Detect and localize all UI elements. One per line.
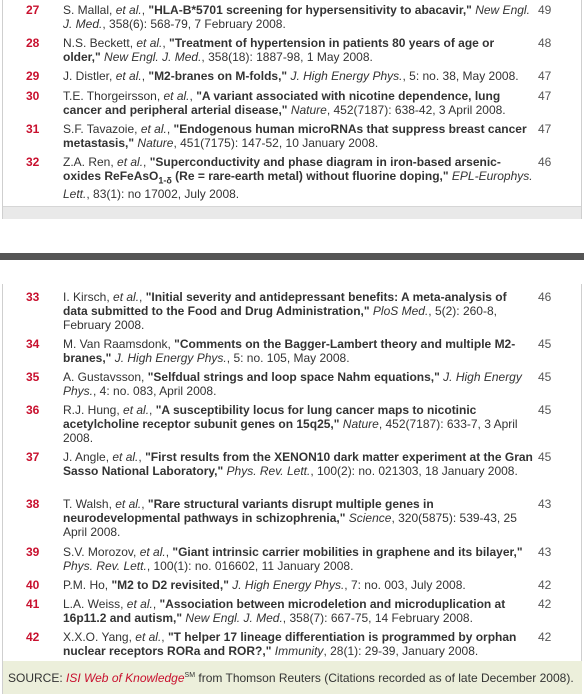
authors: I. Kirsch,	[63, 290, 114, 304]
et-al: et al.	[135, 630, 162, 644]
rank-number: 42	[26, 630, 40, 644]
citation-count: 48	[538, 36, 552, 50]
publication-details: , 4: no. 083, April 2008.	[93, 384, 217, 398]
authors: J. Distler,	[63, 69, 116, 83]
citation-text: I. Kirsch, et al., "Initial severity and antidepressant benefits: A meta-analysis of data submitted to the Food and Drug Administration," PloS Med., 5(2): 260-8, February 2008.	[63, 290, 507, 332]
citation-text: T.E. Thorgeirsson, et al., "A variant associated with nicotine dependence, lung cancer and peripheral arterial disease," Nature, 452(7187): 638-42, 3 April 2008.	[63, 89, 506, 117]
rank-number: 29	[26, 69, 40, 83]
citation-count: 45	[538, 337, 552, 351]
citation-text: S.F. Tavazoie, et al., "Endogenous human microRNAs that suppress breast cancer metastasis," Nature, 451(7175): 147-52, 10 January 2008.	[63, 122, 527, 150]
paper-title: "Selfdual strings and loop space Nahm equations,"	[147, 370, 440, 384]
journal-name: New Engl. J. Med.	[185, 611, 283, 625]
et-al: et al.	[139, 545, 166, 559]
journal-name: J. High Energy Phys.	[63, 370, 522, 398]
rank-number: 31	[26, 122, 40, 136]
citation-text	[63, 337, 533, 365]
publication-details: , 100(1): no. 016602, 11 January 2008.	[146, 559, 354, 573]
journal-name: J. High Energy Phys.	[232, 578, 345, 592]
et-al: et al.	[126, 597, 153, 611]
paper-title: "M2-branes on M-folds,"	[148, 69, 288, 83]
authors: S.V. Morozov,	[63, 545, 140, 559]
authors: R.J. Hung,	[63, 403, 124, 417]
rank-number: 30	[26, 89, 40, 103]
publication-details: , 358(7): 667-75, 14 February 2008.	[282, 611, 473, 625]
rank-number: 28	[26, 36, 40, 50]
citation-count: 45	[538, 370, 552, 384]
publication-details: , 5: no. 105, May 2008.	[226, 351, 350, 365]
et-al: et al.	[163, 89, 190, 103]
citation-text: S. Mallal, et al., "HLA-B*5701 screening for hypersensitivity to abacavir," New Engl. J. Med., 358(6): 568-79, 7 February 2008.	[63, 3, 530, 31]
rank-number: 35	[26, 370, 40, 384]
et-al: et al.	[117, 155, 144, 169]
publication-details: , 320(5875): 539-43, 25 April 2008.	[63, 511, 517, 539]
paper-title: "HLA-B*5701 screening for hypersensitivity to abacavir,"	[148, 3, 472, 17]
publication-details: , 28(1): 29-39, January 2008.	[323, 644, 479, 658]
citation-count: 47	[538, 122, 552, 136]
paper-title: "Comments on the Bagger-Lambert theory and multiple M2-branes,"	[63, 337, 516, 365]
citation-count: 42	[538, 578, 552, 592]
citation-count: 43	[538, 545, 552, 559]
publication-details: , 452(7187): 638-42, 3 April 2008.	[326, 103, 506, 117]
et-al: et al.	[136, 36, 163, 50]
citation-count: 46	[538, 155, 552, 169]
rank-number: 34	[26, 337, 40, 351]
et-al: et al.	[123, 403, 150, 417]
citation-text: N.S. Beckett, et al., "Treatment of hypertension in patients 80 years of age or older," New Engl. J. Med., 358(18): 1887-98, 1 May 2008.	[63, 36, 495, 64]
journal-name: PloS Med.	[372, 304, 429, 318]
journal-name: Phys. Rev. Lett.	[63, 559, 147, 573]
authors: P.M. Ho,	[63, 578, 112, 592]
citation-count: 42	[538, 630, 552, 644]
citation-text: L.A. Weiss, et al., "Association between microdeletion and microduplication at 16p11.2 and autism," New Engl. J. Med., 358(7): 667-75, 14 February 2008.	[63, 597, 506, 625]
paper-title: "Association between microdeletion and microduplication at 16p11.2 and autism,"	[63, 597, 506, 625]
publication-details: , 5(2): 260-8, February 2008.	[63, 304, 497, 332]
publication-details: , 358(18): 1887-98, 1 May 2008.	[201, 50, 373, 64]
publication-details: , 451(7175): 147-52, 10 January 2008.	[173, 136, 379, 150]
paper-title: "Superconductivity and phase diagram in iron-based arsenic-oxides ReFeAsO	[63, 155, 501, 183]
paper-title: "Treatment of hypertension in patients 80 years of age or older,"	[63, 36, 495, 64]
et-al: et al.	[115, 69, 142, 83]
source-details: from Thomson Reuters (Citations recorded as of late December 2008).	[195, 671, 574, 685]
journal-name: Immunity	[274, 644, 324, 658]
citation-text: S.V. Morozov, et al., "Giant intrinsic carrier mobilities in graphene and its bilayer," Phys. Rev. Lett., 100(1): no. 016602, 11 January 2008.	[63, 545, 523, 573]
panel-footer-bar	[3, 206, 581, 219]
rank-number: 40	[26, 578, 40, 592]
paper-title: "Endogenous human microRNAs that suppress breast cancer metastasis,"	[63, 122, 527, 150]
rank-number: 37	[26, 450, 40, 464]
publication-details: , 100(2): no. 021303, 18 January 2008.	[310, 464, 518, 478]
rank-number: 36	[26, 403, 40, 417]
citation-text	[63, 370, 533, 398]
paper-title-continued: (Re = rare-earth metal) without fluorine doping,"	[171, 169, 449, 183]
journal-name: New Engl. J. Med.	[104, 50, 202, 64]
journal-name: Nature	[137, 136, 174, 150]
authors: X.X.O. Yang,	[63, 630, 136, 644]
paper-title: "A variant associated with nicotine dependence, lung cancer and peripheral arterial disease,"	[63, 89, 501, 117]
journal-name: Science	[348, 511, 392, 525]
publication-details: , 83(1): no 17002, July 2008.	[86, 187, 240, 202]
source-database-link[interactable]: ISI Web of Knowledge	[66, 671, 185, 685]
citation-count: 47	[538, 69, 552, 83]
journal-name: Nature	[342, 417, 379, 431]
journal-name: EPL-Europhys. Lett.	[63, 169, 533, 202]
paper-title: "M2 to D2 revisited,"	[111, 578, 229, 592]
citation-text	[63, 578, 533, 592]
source-note	[2, 661, 582, 694]
journal-name: New Engl. J. Med.	[63, 3, 530, 31]
authors: J. Angle,	[63, 450, 113, 464]
rank-number: 41	[26, 597, 40, 611]
paper-title: "Initial severity and antidepressant benefits: A meta-analysis of data submitted to the Food and Drug Administration,"	[63, 290, 507, 318]
section-divider	[0, 253, 584, 260]
journal-name: Nature	[290, 103, 327, 117]
publication-details: , 5: no. 38, May 2008.	[402, 69, 519, 83]
rank-number: 39	[26, 545, 40, 559]
publication-details: , 7: no. 003, July 2008.	[344, 578, 466, 592]
citation-count: 45	[538, 450, 552, 464]
paper-title: "Rare structural variants disrupt multiple genes in neurodevelopmental pathways in schizophrenia,"	[63, 497, 434, 525]
citation-text: R.J. Hung, et al., "A susceptibility locus for lung cancer maps to nicotinic acetylcholine receptor subunit genes on 15q25," Nature, 452(7187): 633-7, 3 April 2008.	[63, 403, 518, 445]
publication-details: , 358(6): 568-79, 7 February 2008.	[102, 17, 286, 31]
rank-number: 38	[26, 497, 40, 511]
citation-text: T. Walsh, et al., "Rare structural variants disrupt multiple genes in neurodevelopmental pathways in schizophrenia," Science, 320(5875): 539-43, 25 April 2008.	[63, 497, 517, 539]
publication-details: , 452(7187): 633-7, 3 April 2008.	[63, 417, 518, 445]
subscript: 1-δ	[158, 175, 172, 186]
journal-name: J. High Energy Phys.	[114, 351, 227, 365]
paper-title: "First results from the XENON10 dark matter experiment at the Gran Sasso National Laboratory,"	[63, 450, 533, 478]
authors: S. Mallal,	[63, 3, 116, 17]
citation-count: 43	[538, 497, 552, 511]
et-al: et al.	[113, 290, 140, 304]
rank-number: 27	[26, 3, 40, 17]
authors: L.A. Weiss,	[63, 597, 127, 611]
citation-count: 47	[538, 89, 552, 103]
source-label: SOURCE:	[8, 671, 67, 685]
authors: S.F. Tavazoie,	[63, 122, 141, 136]
authors: A. Gustavsson,	[63, 370, 148, 384]
authors: M. Van Raamsdonk,	[63, 337, 175, 351]
service-mark: SM	[184, 672, 196, 679]
citation-count: 42	[538, 597, 552, 611]
citation-count: 46	[538, 290, 552, 304]
citation-count: 49	[538, 3, 552, 17]
paper-title: "Giant intrinsic carrier mobilities in graphene and its bilayer,"	[172, 545, 523, 559]
et-al: et al.	[115, 3, 142, 17]
journal-name: Phys. Rev. Lett.	[226, 464, 311, 478]
citation-text: X.X.O. Yang, et al., "T helper 17 lineage differentiation is programmed by orphan nuclear receptors RORa and ROR?," Immunity, 28(1): 29-39, January 2008.	[63, 630, 517, 658]
authors: T. Walsh,	[63, 497, 116, 511]
citation-text: J. Angle, et al., "First results from the XENON10 dark matter experiment at the Gran Sasso National Laboratory," Phys. Rev. Lett., 100(2): no. 021303, 18 January 2008.	[63, 450, 533, 478]
citation-text: Z.A. Ren, et al., "Superconductivity and phase diagram in iron-based arsenic-oxides ReFeAsO$_{1-\delta}$ (Re = rare-earth metal) without fluorine doping," EPL-Europhys. Lett., 83(1): no 17002, July 2008.	[63, 155, 533, 202]
paper-title: "A susceptibility locus for lung cancer maps to nicotinic acetylcholine receptor subunit genes on 15q25,"	[63, 403, 477, 431]
paper-title: "T helper 17 lineage differentiation is programmed by orphan nuclear receptors RORa and ROR?,"	[63, 630, 517, 658]
citation-count: 45	[538, 403, 552, 417]
rank-number: 33	[26, 290, 40, 304]
rank-number: 32	[26, 155, 40, 169]
et-al: et al.	[140, 122, 167, 136]
authors: T.E. Thorgeirsson,	[63, 89, 164, 103]
citation-text: J. Distler, et al., "M2-branes on M-folds," J. High Energy Phys., 5: no. 38, May 2008.	[63, 69, 519, 83]
et-al: et al.	[112, 450, 139, 464]
authors: Z.A. Ren,	[63, 155, 118, 169]
journal-name: J. High Energy Phys.	[290, 69, 403, 83]
et-al: et al.	[115, 497, 142, 511]
authors: N.S. Beckett,	[63, 36, 137, 50]
